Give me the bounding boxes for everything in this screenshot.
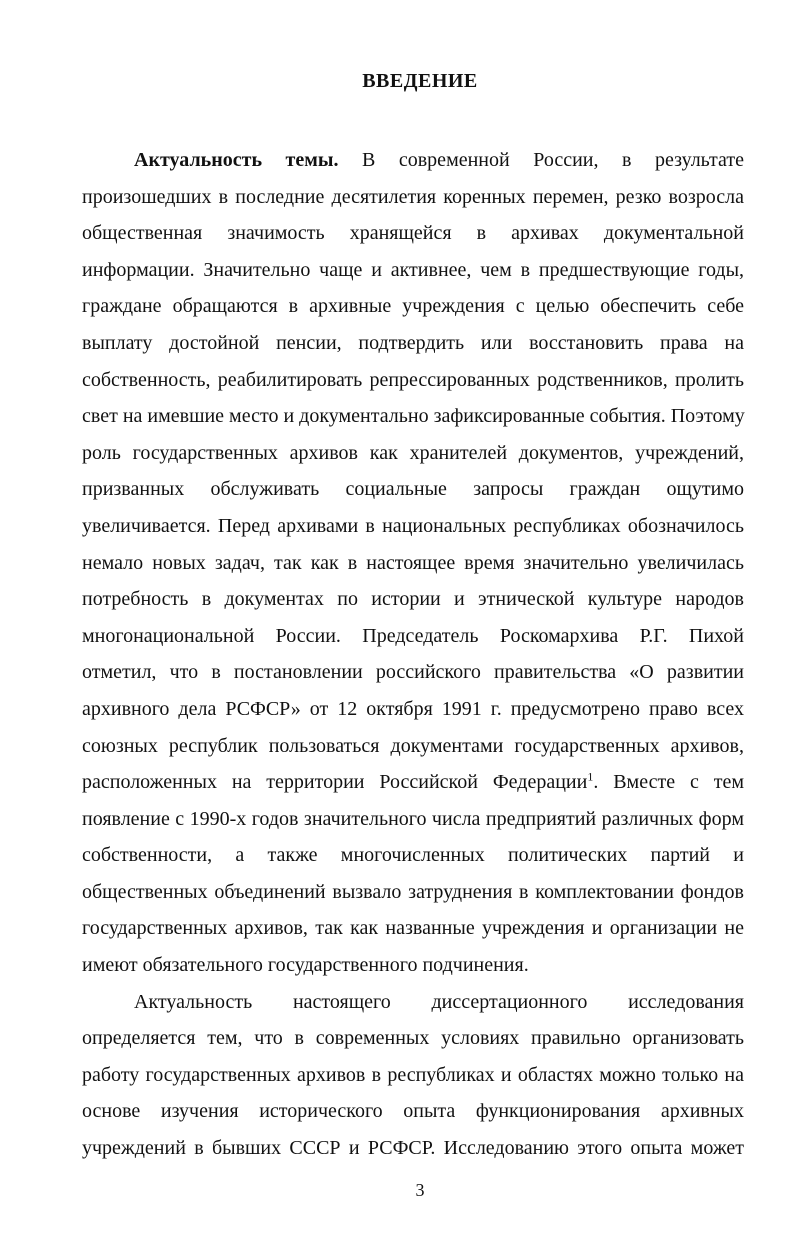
- text-line: немало новых задач, так как в настоящее время значительно увеличилась: [82, 551, 744, 574]
- text-line: архивного дела РСФСР» от 12 октября 1991 г. предусмотрено право всех: [82, 697, 744, 720]
- text-line: общественная значимость хранящейся в архивах документальной: [82, 222, 744, 245]
- text-line: учреждений в бывших СССР и РСФСР. Исследованию этого опыта может: [82, 1137, 744, 1160]
- text-line: свет на имевшие место и документально зафиксированные события. Поэтому: [82, 405, 745, 428]
- text-line: информации. Значительно чаще и активнее, чем в предшествующие годы,: [82, 258, 744, 281]
- text-line: определяется тем, что в современных условиях правильно организовать: [82, 1027, 744, 1050]
- text-line-content: . Вместе с тем: [593, 771, 744, 794]
- text-line: [82, 764, 744, 801]
- text-line: призванных обслуживать социальные запросы граждан ощутимо: [82, 478, 744, 501]
- footnote-marker[interactable]: 1: [587, 769, 594, 784]
- text-line: отметил, что в постановлении российского правительства «О развитии: [82, 661, 744, 684]
- text-line: появление с 1990-х годов значительного числа предприятий различных форм: [82, 807, 744, 830]
- text-line: выплату достойной пенсии, подтвердить или восстановить права на: [82, 331, 744, 354]
- page-title: ВВЕДЕНИЕ: [362, 70, 478, 92]
- bold-lead-phrase: Актуальность темы.: [134, 149, 339, 171]
- text-line: государственных архивов, так как названные учреждения и организации не: [82, 917, 744, 940]
- text-line: Актуальность настоящего диссертационного исследования: [134, 990, 744, 1013]
- text-line: многонациональной России. Председатель Роскомархива Р.Г. Пихой: [82, 624, 744, 647]
- text-line: потребность в документах по истории и этнической культуре народов: [82, 588, 744, 611]
- document-body: [82, 142, 744, 1167]
- text-line-content: В современной России, в результате: [338, 149, 744, 171]
- text-line: роль государственных архивов как хранителей документов, учреждений,: [82, 441, 744, 464]
- text-line: имеют обязательного государственного подчинения.: [82, 954, 529, 977]
- text-line: увеличивается. Перед архивами в национальных республиках обозначилось: [82, 514, 744, 537]
- text-line: союзных республик пользоваться документами государственных архивов,: [82, 734, 744, 757]
- page-number: 3: [415, 1180, 425, 1200]
- text-line: собственность, реабилитировать репрессированных родственников, пролить: [82, 368, 744, 391]
- text-line: собственности, а также многочисленных политических партий и: [82, 844, 744, 867]
- text-line: основе изучения исторического опыта функционирования архивных: [82, 1100, 744, 1123]
- text-line: общественных объединений вызвало затруднения в комплектовании фондов: [82, 880, 744, 903]
- text-line: [82, 142, 744, 179]
- text-line: произошедших в последние десятилетия коренных перемен, резко возросла: [82, 185, 744, 208]
- text-line-content: расположенных на территории Российской Федерации: [82, 771, 588, 794]
- text-line: работу государственных архивов в республиках и областях можно только на: [82, 1063, 744, 1086]
- text-line: граждане обращаются в архивные учреждения с целью обеспечить себе: [82, 295, 744, 318]
